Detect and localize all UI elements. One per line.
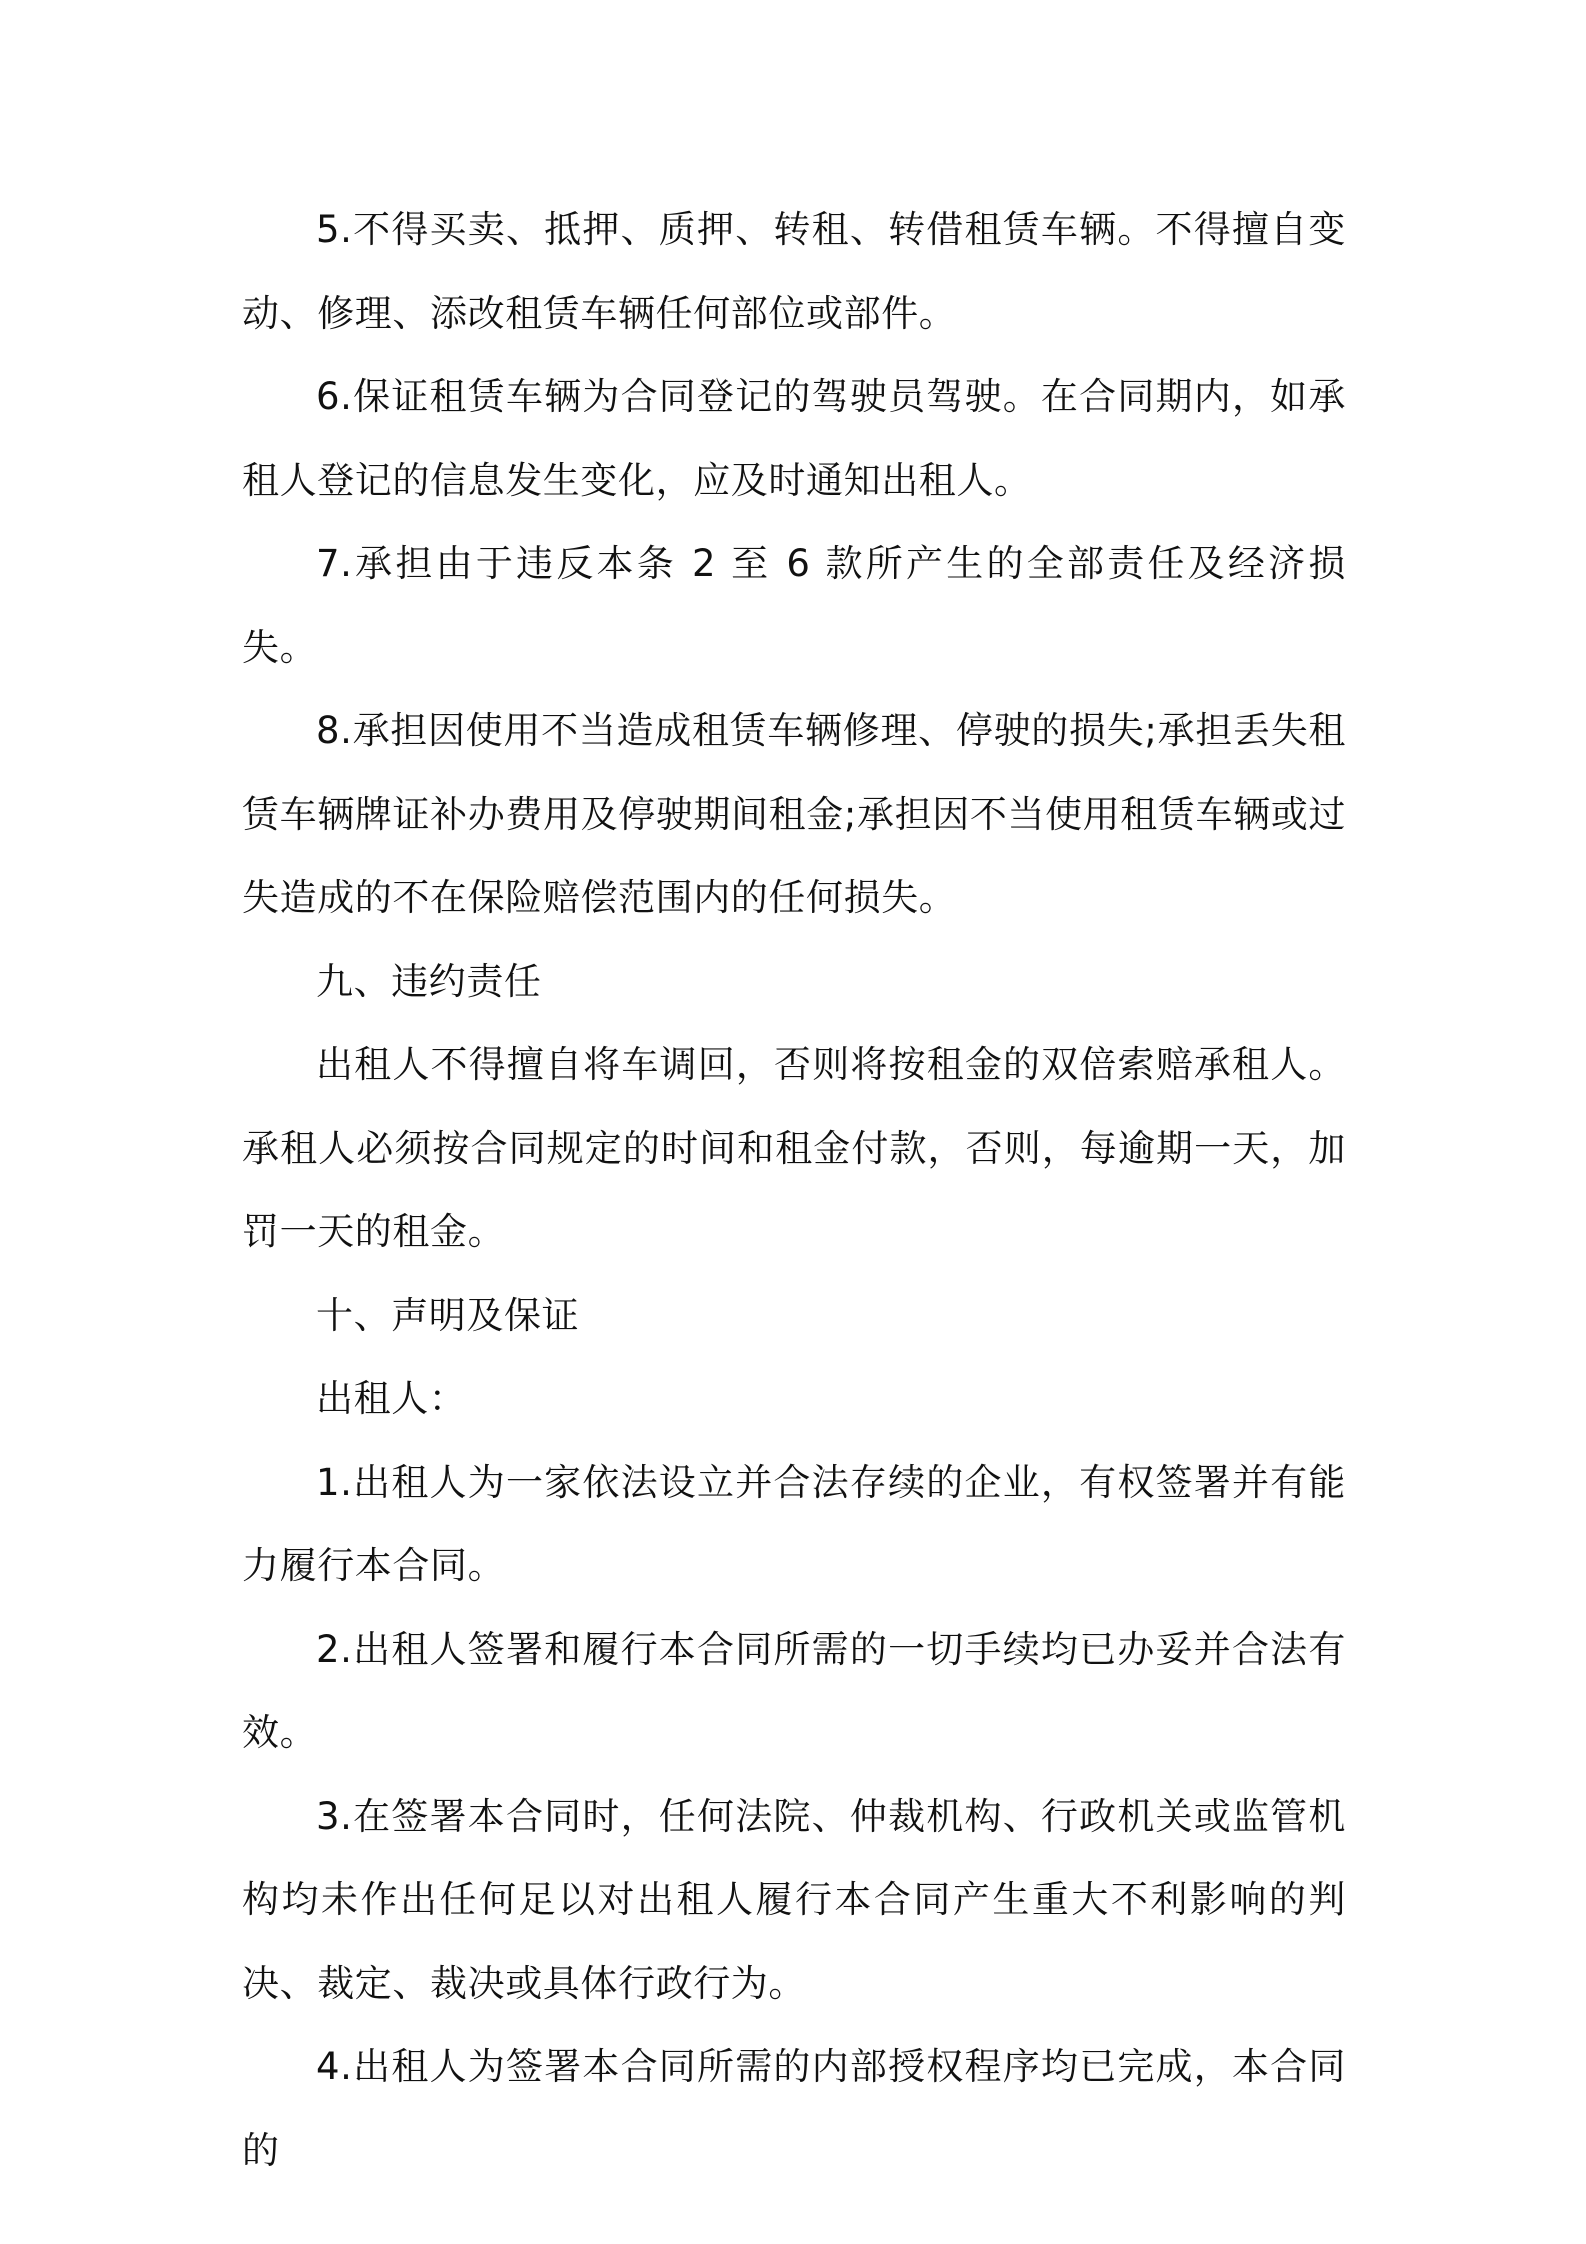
clause-8: 8.承担因使用不当造成租赁车辆修理、停驶的损失;承担丢失租赁车辆牌证补办费用及停驶期间租金;承担因不当使用租赁车辆或过失造成的不在保险赔偿范围内的任何损失。: [242, 709, 1346, 919]
document-body: [242, 188, 1346, 2192]
declaration-2: 2.出租人签署和履行本合同所需的一切手续均已办妥并合法有效。: [242, 1627, 1346, 1754]
declaration-4: 4.出租人为签署本合同所需的内部授权程序均已完成，本合同的: [242, 2045, 1346, 2172]
section-heading-breach: 九、违约责任: [316, 959, 542, 1003]
clause-7: 7.承担由于违反本条 2 至 6 款所产生的全部责任及经济损失。: [242, 542, 1346, 669]
section-heading-declarations: 十、声明及保证: [316, 1293, 580, 1337]
clause-5: 5.不得买卖、抵押、质押、转租、转借租赁车辆。不得擅自变动、修理、添改租赁车辆任何部位或部件。: [242, 208, 1346, 335]
clause-6: 6.保证租赁车辆为合同登记的驾驶员驾驶。在合同期内，如承租人登记的信息发生变化，应及时通知出租人。: [242, 375, 1346, 502]
declaration-1: 1.出租人为一家依法设立并合法存续的企业，有权签署并有能力履行本合同。: [242, 1460, 1346, 1587]
lessor-label: 出租人：: [316, 1377, 467, 1420]
declaration-3: 3.在签署本合同时，任何法院、仲裁机构、行政机关或监管机构均未作出任何足以对出租人履行本合同产生重大不利影响的判决、裁定、裁决或具体行政行为。: [242, 1794, 1346, 2005]
breach-paragraph: 出租人不得擅自将车调回，否则将按租金的双倍索赔承租人。承租人必须按合同规定的时间和租金付款，否则，每逾期一天，加罚一天的租金。: [242, 1043, 1346, 1253]
